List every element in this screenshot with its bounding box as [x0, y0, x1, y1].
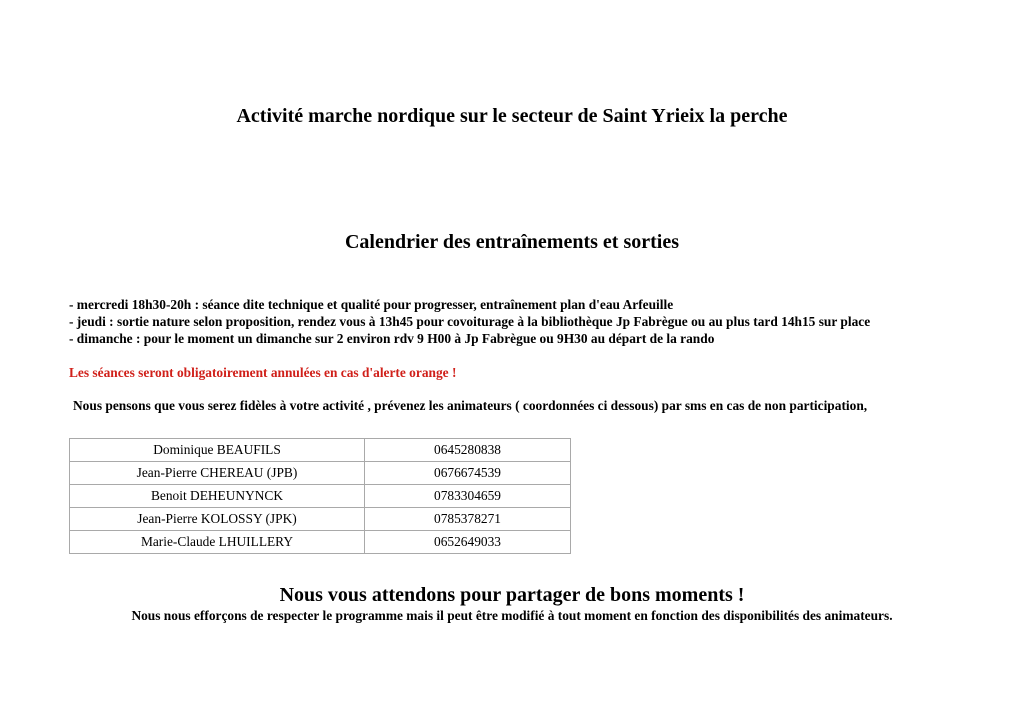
contact-phone: 0645280838 — [365, 439, 571, 462]
footnote: Nous nous efforçons de respecter le programme mais il peut être modifié à tout moment en fonction des disponibilités des animateurs. — [131, 608, 893, 623]
contact-phone: 0652649033 — [365, 531, 571, 554]
table-row — [70, 508, 571, 531]
section-title: Calendrier des entraînements et sorties — [344, 231, 679, 253]
contact-name: Benoit DEHEUNYNCK — [70, 485, 365, 508]
page-title: Activité marche nordique sur le secteur de Saint Yrieix la perche — [236, 105, 788, 127]
table-row — [70, 462, 571, 485]
contact-phone: 0785378271 — [365, 508, 571, 531]
contact-name: Marie-Claude LHUILLERY — [70, 531, 365, 554]
contact-phone: 0783304659 — [365, 485, 571, 508]
contact-name: Jean-Pierre CHEREAU (JPB) — [70, 462, 365, 485]
closing-message: Nous vous attendons pour partager de bons moments ! — [279, 584, 745, 606]
table-row — [70, 439, 571, 462]
participation-notice: Nous pensons que vous serez fidèles à votre activité , prévenez les animateurs ( coordonnées ci dessous) par sms en cas de non participation, — [73, 398, 868, 413]
contacts-table — [69, 438, 571, 554]
schedule-item-wednesday: - mercredi 18h30-20h : séance dite technique et qualité pour progresser, entraînement plan d'eau Arfeuille — [69, 297, 674, 312]
table-row — [70, 485, 571, 508]
table-row — [70, 531, 571, 554]
schedule-list — [69, 296, 999, 347]
schedule-item-sunday: - dimanche : pour le moment un dimanche sur 2 environ rdv 9 H00 à Jp Fabrègue ou 9H30 au départ de la rando — [69, 331, 715, 346]
schedule-item-thursday: - jeudi : sortie nature selon proposition, rendez vous à 13h45 pour covoiturage à la bibliothèque Jp Fabrègue ou au plus tard 14h15 sur place — [69, 314, 871, 329]
alert-notice: Les séances seront obligatoirement annulées en cas d'alerte orange ! — [69, 365, 457, 380]
contact-name: Jean-Pierre KOLOSSY (JPK) — [70, 508, 365, 531]
contact-phone: 0676674539 — [365, 462, 571, 485]
contact-name: Dominique BEAUFILS — [70, 439, 365, 462]
